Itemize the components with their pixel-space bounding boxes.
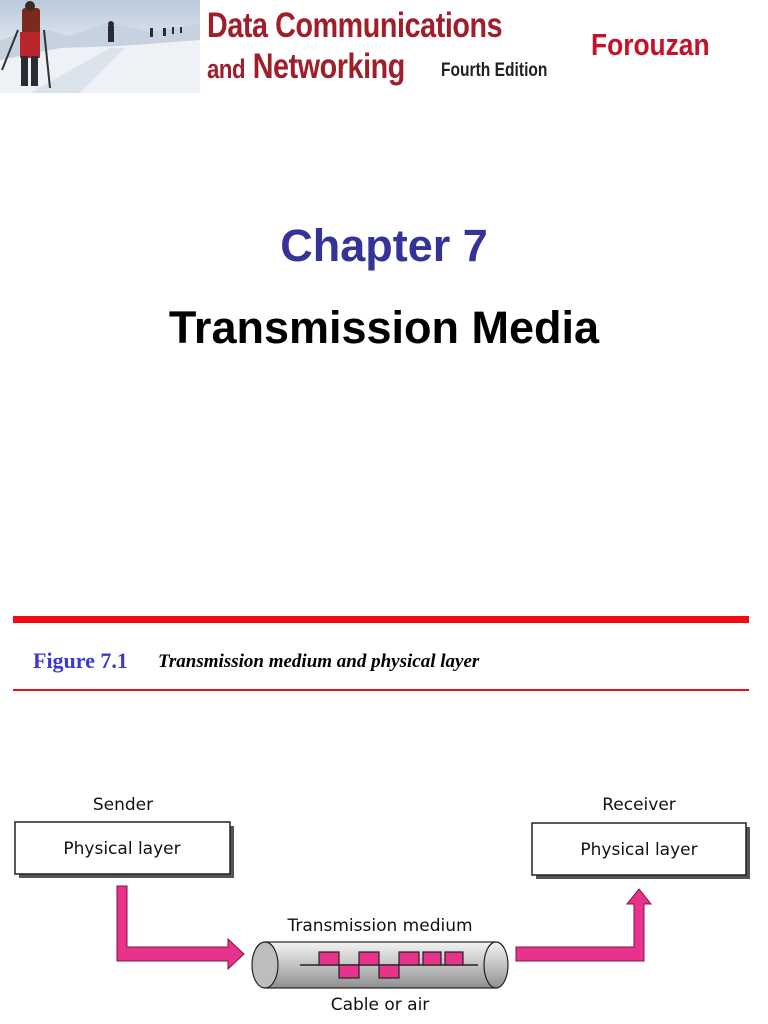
signal-pulse-high (399, 952, 419, 965)
receiver-physical-layer-label: Physical layer (580, 840, 698, 860)
medium-cylinder-end-right (484, 942, 508, 988)
sender-label: Sender (92, 795, 154, 815)
sender-arrow (117, 886, 244, 969)
figure-caption: Transmission medium and physical layer (158, 651, 480, 672)
signal-pulse-high (319, 952, 339, 965)
receiver-label: Receiver (602, 795, 676, 815)
medium-label: Transmission medium (287, 916, 473, 936)
signal-pulse-low (379, 965, 399, 978)
figure-slide (0, 512, 768, 1024)
signal-pulse-high (445, 952, 463, 965)
book-title-line1: Data Communications (207, 6, 503, 45)
book-banner (0, 0, 768, 93)
signal-pulse-high (423, 952, 441, 965)
book-author: Forouzan (591, 27, 710, 62)
chapter-heading: Chapter 7 (280, 220, 488, 271)
book-edition: Fourth Edition (441, 60, 548, 81)
caption-rule (13, 689, 749, 691)
transmission-diagram (0, 782, 768, 1024)
signal-pulse-low (339, 965, 359, 978)
chapter-title: Transmission Media (168, 302, 600, 353)
receiver-arrow (516, 889, 651, 961)
book-title-networking: Networking (252, 47, 405, 86)
book-title-line2 (207, 47, 405, 87)
mountaineers-photo (0, 0, 200, 93)
book-title-and: and (207, 54, 246, 84)
sender-physical-layer-label: Physical layer (63, 839, 181, 859)
figure-label: Figure 7.1 (33, 648, 128, 673)
medium-cylinder-end-left (252, 942, 278, 988)
medium-sublabel: Cable or air (330, 995, 430, 1015)
top-rule (13, 616, 749, 623)
signal-pulse-high (359, 952, 379, 965)
